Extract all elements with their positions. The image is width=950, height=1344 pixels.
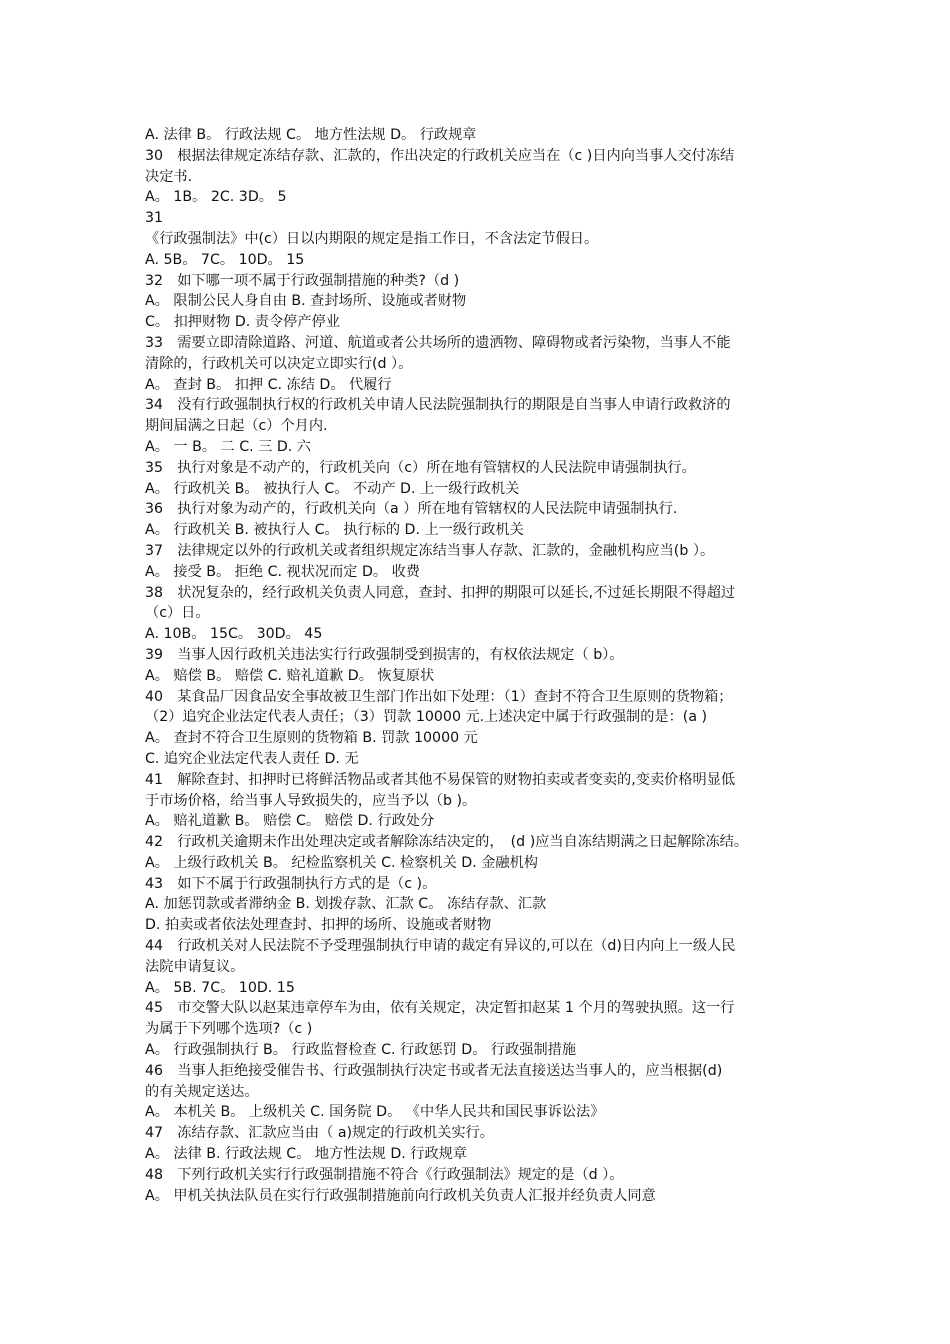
text-line: 36 执行对象为动产的，行政机关向（a ）所在地有管辖权的人民法院申请强制执行. (145, 501, 678, 518)
text-line: 33 需要立即清除道路、河道、航道或者公共场所的遗洒物、障碍物或者污染物，当事人不能 (145, 334, 731, 351)
text-line: 的有关规定送达。 (145, 1083, 259, 1100)
text-line: 39 当事人因行政机关违法实行行政强制受到损害的，有权依法规定（ b）。 (145, 646, 624, 663)
document-text (145, 125, 820, 1206)
text-line: 48 下列行政机关实行行政强制措施不符合《行政强制法》规定的是（d ）。 (145, 1166, 624, 1183)
text-line: A。 赔偿 B。 赔偿 C. 赔礼道歉 D。 恢复原状 (145, 667, 435, 684)
text-line: A。 行政机关 B. 被执行人 C。 执行标的 D. 上一级行政机关 (145, 522, 524, 539)
text-line: A。 甲机关执法队员在实行行政强制措施前向行政机关负责人汇报并经负责人同意 (145, 1187, 656, 1204)
text-line: 47 冻结存款、汇款应当由（ a)规定的行政机关实行。 (145, 1125, 494, 1142)
text-line: 41 解除查封、扣押时已将鲜活物品或者其他不易保管的财物拍卖或者变卖的,变卖价格明显低 (145, 771, 736, 788)
text-line: 42 行政机关逾期未作出处理决定或者解除冻结决定的， (d )应当自冻结期满之日起解除冻结。 (145, 834, 749, 851)
text-line: 35 执行对象是不动产的，行政机关向（c）所在地有管辖权的人民法院申请强制执行。 (145, 459, 696, 476)
text-line: A。 上级行政机关 B。 纪检监察机关 C. 检察机关 D. 金融机构 (145, 854, 538, 871)
text-line: 法院申请复议。 (145, 958, 245, 975)
text-line: A。 1B。 2C. 3D。 5 (145, 189, 287, 206)
text-line: A。 法律 B. 行政法规 C。 地方性法规 D. 行政规章 (145, 1146, 468, 1163)
text-line: （c）日。 (145, 605, 210, 622)
text-line: 期间届满之日起（c）个月内. (145, 418, 328, 435)
text-line: 40 某食品厂因食品安全事故被卫生部门作出如下处理：（1）查封不符合卫生原则的货物箱； (145, 688, 733, 705)
text-line: 清除的，行政机关可以决定立即实行(d ）。 (145, 355, 413, 372)
text-line: A. 法律 B。 行政法规 C。 地方性法规 D。 行政规章 (145, 127, 477, 143)
text-line: 38 状况复杂的，经行政机关负责人同意，查封、扣押的期限可以延长,不过延长期限不得超过 (145, 584, 736, 601)
text-line: D. 拍卖或者依法处理查封、扣押的场所、设施或者财物 (145, 917, 492, 934)
text-line: A。 本机关 B。 上级机关 C. 国务院 D。 《中华人民共和国民事诉讼法》 (145, 1104, 605, 1121)
text-line: 《行政强制法》中(c）日以内期限的规定是指工作日，不含法定节假日。 (145, 230, 599, 247)
text-line: 30 根据法律规定冻结存款、汇款的，作出决定的行政机关应当在（c )日内向当事人交付冻结 (145, 147, 735, 164)
text-line: A。 查封 B。 扣押 C. 冻结 D。 代履行 (145, 376, 392, 393)
text-line: 为属于下列哪个选项?（c ) (145, 1021, 313, 1038)
text-line: A。 赔礼道歉 B。 赔偿 C。 赔偿 D. 行政处分 (145, 813, 435, 830)
text-line: A。 限制公民人身自由 B. 查封场所、设施或者财物 (145, 293, 467, 310)
text-line: 46 当事人拒绝接受催告书、行政强制执行决定书或者无法直接送达当事人的，应当根据(d) (145, 1062, 723, 1079)
text-line: A。 行政强制执行 B。 行政监督检查 C. 行政惩罚 D。 行政强制措施 (145, 1042, 577, 1059)
text-line: 43 如下不属于行政强制执行方式的是（c )。 (145, 875, 437, 892)
text-line: 37 法律规定以外的行政机关或者组织规定冻结当事人存款、汇款的，金融机构应当(b ）。 (145, 542, 715, 559)
text-line: 32 如下哪一项不属于行政强制措施的种类?（d ) (145, 272, 460, 289)
text-line: A。 接受 B。 拒绝 C. 视状况而定 D。 收费 (145, 563, 420, 580)
text-line: A。 查封不符合卫生原则的货物箱 B. 罚款 10000 元 (145, 730, 478, 747)
text-line: A。 一 B。 二 C. 三 D. 六 (145, 438, 311, 455)
text-line: 44 行政机关对人民法院不予受理强制执行申请的裁定有异议的,可以在（d)日内向上一级人民 (145, 938, 736, 955)
text-line: A. 10B。 15C。 30D。 45 (145, 626, 323, 643)
text-line: 34 没有行政强制执行权的行政机关申请人民法院强制执行的期限是自当事人申请行政救济的 (145, 397, 731, 414)
text-line: 45 市交警大队以赵某违章停车为由，依有关规定，决定暂扣赵某 1 个月的驾驶执照。这一行 (145, 1000, 735, 1017)
text-line: A. 5B。 7C。 10D。 15 (145, 251, 305, 268)
text-line: C。 扣押财物 D. 责令停产停业 (145, 314, 340, 331)
text-line: A. 加惩罚款或者滞纳金 B. 划拨存款、汇款 C。 冻结存款、汇款 (145, 896, 547, 913)
text-line: A。 行政机关 B。 被执行人 C。 不动产 D. 上一级行政机关 (145, 480, 520, 497)
text-line: 31 (145, 210, 164, 227)
text-line: 决定书. (145, 168, 193, 185)
text-line: C. 追究企业法定代表人责任 D. 无 (145, 750, 359, 767)
text-line: A。 5B. 7C。 10D. 15 (145, 979, 295, 996)
text-line: （2）追究企业法定代表人责任；（3）罚款 10000 元.上述决定中属于行政强制的是：(a ) (145, 709, 708, 726)
text-line: 于市场价格，给当事人导致损失的，应当予以（b )。 (145, 792, 477, 809)
